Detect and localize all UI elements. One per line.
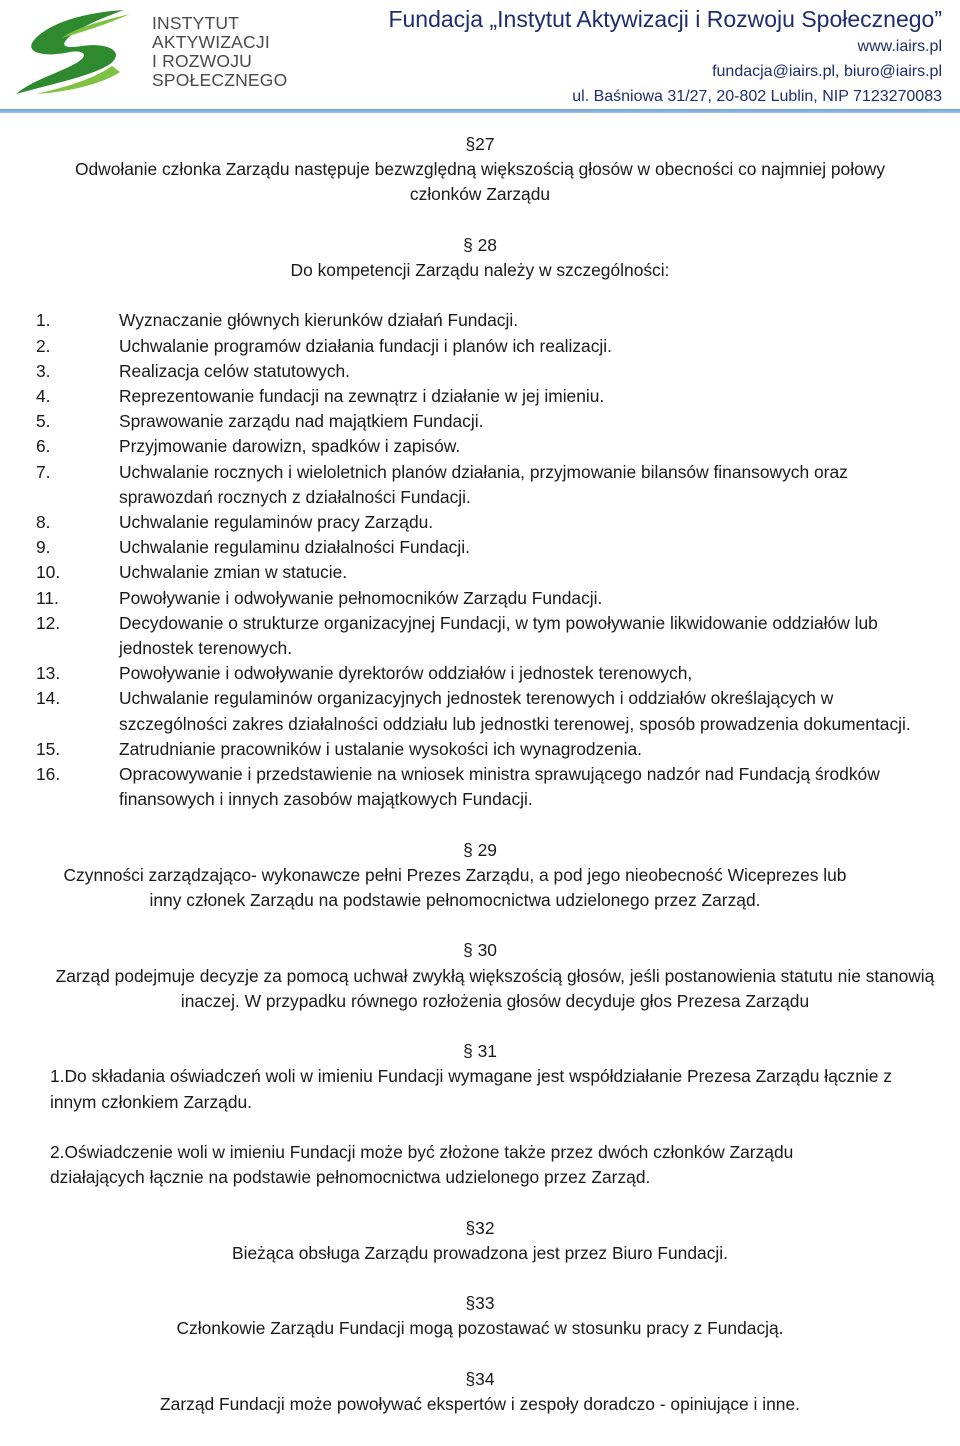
logo-line: AKTYWIZACJI <box>152 32 270 52</box>
institute-logo <box>12 6 297 98</box>
section-34-text: Zarząd Fundacji może powoływać ekspertów i zespoły doradczo - opiniujące i inne. <box>160 1394 800 1415</box>
section-28-heading: § 28 <box>463 234 497 255</box>
list-item <box>0 510 960 535</box>
logo-line: SPOŁECZNEGO <box>152 70 288 90</box>
section-27-text: Odwołanie członka Zarządu następuje bezwzględną większością głosów w obecności co najmniej połowy <box>74 159 886 180</box>
organization-name: Fundacja „Instytut Aktywizacji i Rozwoju Społecznego” <box>388 6 942 32</box>
letterhead <box>0 0 960 112</box>
list-item-number: 6. <box>36 436 51 457</box>
list-item-text: Wyznaczanie głównych kierunków działań Fundacji. <box>119 310 519 331</box>
list-item <box>0 686 960 736</box>
section-31-paragraph-1: 1.Do składania oświadczeń woli w imieniu Fundacji wymagane jest współdziałanie Prezesa Zarządu łącznie z innym członkiem Zarządu. <box>50 1066 892 1112</box>
logo-line: INSTYTUT <box>152 13 240 33</box>
list-item <box>0 611 960 661</box>
section-29-heading: § 29 <box>463 839 497 860</box>
section-33-text: Członkowie Zarządu Fundacji mogą pozostawać w stosunku pracy z Fundacją. <box>176 1318 784 1339</box>
list-item <box>0 384 960 409</box>
list-item <box>0 737 960 762</box>
list-item-number: 10. <box>36 562 61 583</box>
list-item <box>0 308 960 333</box>
list-item-number: 12. <box>36 612 61 633</box>
section-34-heading: §34 <box>465 1368 495 1389</box>
list-item-number: 15. <box>36 738 61 759</box>
header-divider <box>0 109 960 113</box>
list-item-text: Uchwalanie regulaminów organizacyjnych jednostek terenowych i oddziałów określających w szczególności zakres działalności oddziału lub jednostki terenowej, sposób prowadzenia dokumentacji. <box>119 688 911 734</box>
list-item-number: 2. <box>36 335 51 356</box>
list-item-number: 4. <box>36 386 51 406</box>
list-item-number: 14. <box>36 688 61 709</box>
list-item-number: 7. <box>36 461 51 482</box>
section-30-text: Zarząd podejmuje decyzje za pomocą uchwał zwykłą większością głosów, jeśli postanowienia statutu nie stanowią inaczej. W przypadku równego rozłożenia głosów decyduje głos Prezesa Zarządu <box>55 965 935 1011</box>
list-item-text: Uchwalanie regulaminu działalności Fundacji. <box>119 537 470 558</box>
list-item <box>0 334 960 359</box>
section-27-text-continued: członków Zarządu <box>409 184 551 205</box>
list-item <box>0 434 960 459</box>
list-item-number: 8. <box>36 512 51 533</box>
organization-info <box>388 4 942 109</box>
list-item-text: Zatrudnianie pracowników i ustalanie wysokości ich wynagrodzenia. <box>119 738 642 759</box>
list-item-text: Reprezentowanie fundacji na zewnątrz i działanie w jej imieniu. <box>119 386 605 406</box>
section-29-text: Czynności zarządzająco- wykonawcze pełni Prezes Zarządu, a pod jego nieobecność Wiceprezes lub inny członek Zarządu na podstawie pełnomocnictwa udzielonego przez Zarząd. <box>63 864 847 911</box>
list-item-number: 3. <box>36 360 51 381</box>
list-item-number: 9. <box>36 537 51 558</box>
list-item-text: Powoływanie i odwoływanie dyrektorów oddziałów i jednostek terenowych, <box>119 663 693 684</box>
list-item-number: 16. <box>36 764 61 785</box>
list-item-text: Sprawowanie zarządu nad majątkiem Fundacji. <box>119 411 484 432</box>
list-item <box>0 762 960 812</box>
logo-line: I ROZWOJU <box>152 51 252 71</box>
list-item-text: Przyjmowanie darowizn, spadków i zapisów. <box>119 436 461 457</box>
list-item-text: Decydowanie o strukturze organizacyjnej Fundacji, w tym powoływanie likwidowanie oddziałów lub jednostek terenowych. <box>119 612 878 659</box>
section-27-heading: §27 <box>465 134 495 154</box>
section-32-text: Bieżąca obsługa Zarządu prowadzona jest przez Biuro Fundacji. <box>232 1242 728 1263</box>
list-item <box>0 560 960 585</box>
section-31-heading: § 31 <box>463 1041 497 1062</box>
list-item-text: Uchwalanie zmian w statucie. <box>119 562 348 583</box>
list-item-number: 5. <box>36 411 51 432</box>
postal-address: ul. Baśniowa 31/27, 20-802 Lublin, NIP 7123270083 <box>572 88 942 105</box>
list-item-text: Uchwalanie rocznych i wieloletnich planów działania, przyjmowanie bilansów finansowych oraz sprawozdań rocznych z działalności Fundacji. <box>119 461 848 507</box>
list-item-text: Uchwalanie regulaminów pracy Zarządu. <box>119 512 434 533</box>
list-item <box>0 359 960 384</box>
section-32-heading: §32 <box>465 1217 495 1238</box>
section-33-heading: §33 <box>465 1293 495 1314</box>
section-31-paragraph-2: 2.Oświadczenie woli w imieniu Fundacji może być złożone także przez dwóch członków Zarządu działających łącznie na podstawie pełnomocnictwa udzielonego przez Zarząd. <box>50 1142 794 1188</box>
competences-list <box>0 308 960 812</box>
list-item-number: 11. <box>36 587 59 608</box>
section-30-heading: § 30 <box>463 940 497 961</box>
list-item <box>0 409 960 434</box>
swoosh-logo-icon <box>12 6 142 98</box>
email-addresses[interactable]: fundacja@iairs.pl, biuro@iairs.pl <box>712 63 942 80</box>
website-link[interactable]: www.iairs.pl <box>857 38 942 55</box>
list-item-number: 13. <box>36 663 61 684</box>
list-item-text: Powoływanie i odwoływanie pełnomocników Zarządu Fundacji. <box>119 587 603 608</box>
list-item-number: 1. <box>36 310 51 331</box>
section-28-intro: Do kompetencji Zarządu należy w szczególności: <box>290 260 670 280</box>
list-item <box>0 661 960 686</box>
logo-wordmark <box>152 14 287 90</box>
list-item-text: Opracowywanie i przedstawienie na wniosek ministra sprawującego nadzór nad Fundacją środków finansowych i innych zasobów majątkowych Fundacji. <box>119 764 880 810</box>
list-item <box>0 586 960 611</box>
list-item <box>0 460 960 510</box>
list-item-text: Realizacja celów statutowych. <box>119 360 351 381</box>
list-item <box>0 535 960 560</box>
statute-text <box>0 132 960 1417</box>
list-item-text: Uchwalanie programów działania fundacji i planów ich realizacji. <box>119 335 612 356</box>
